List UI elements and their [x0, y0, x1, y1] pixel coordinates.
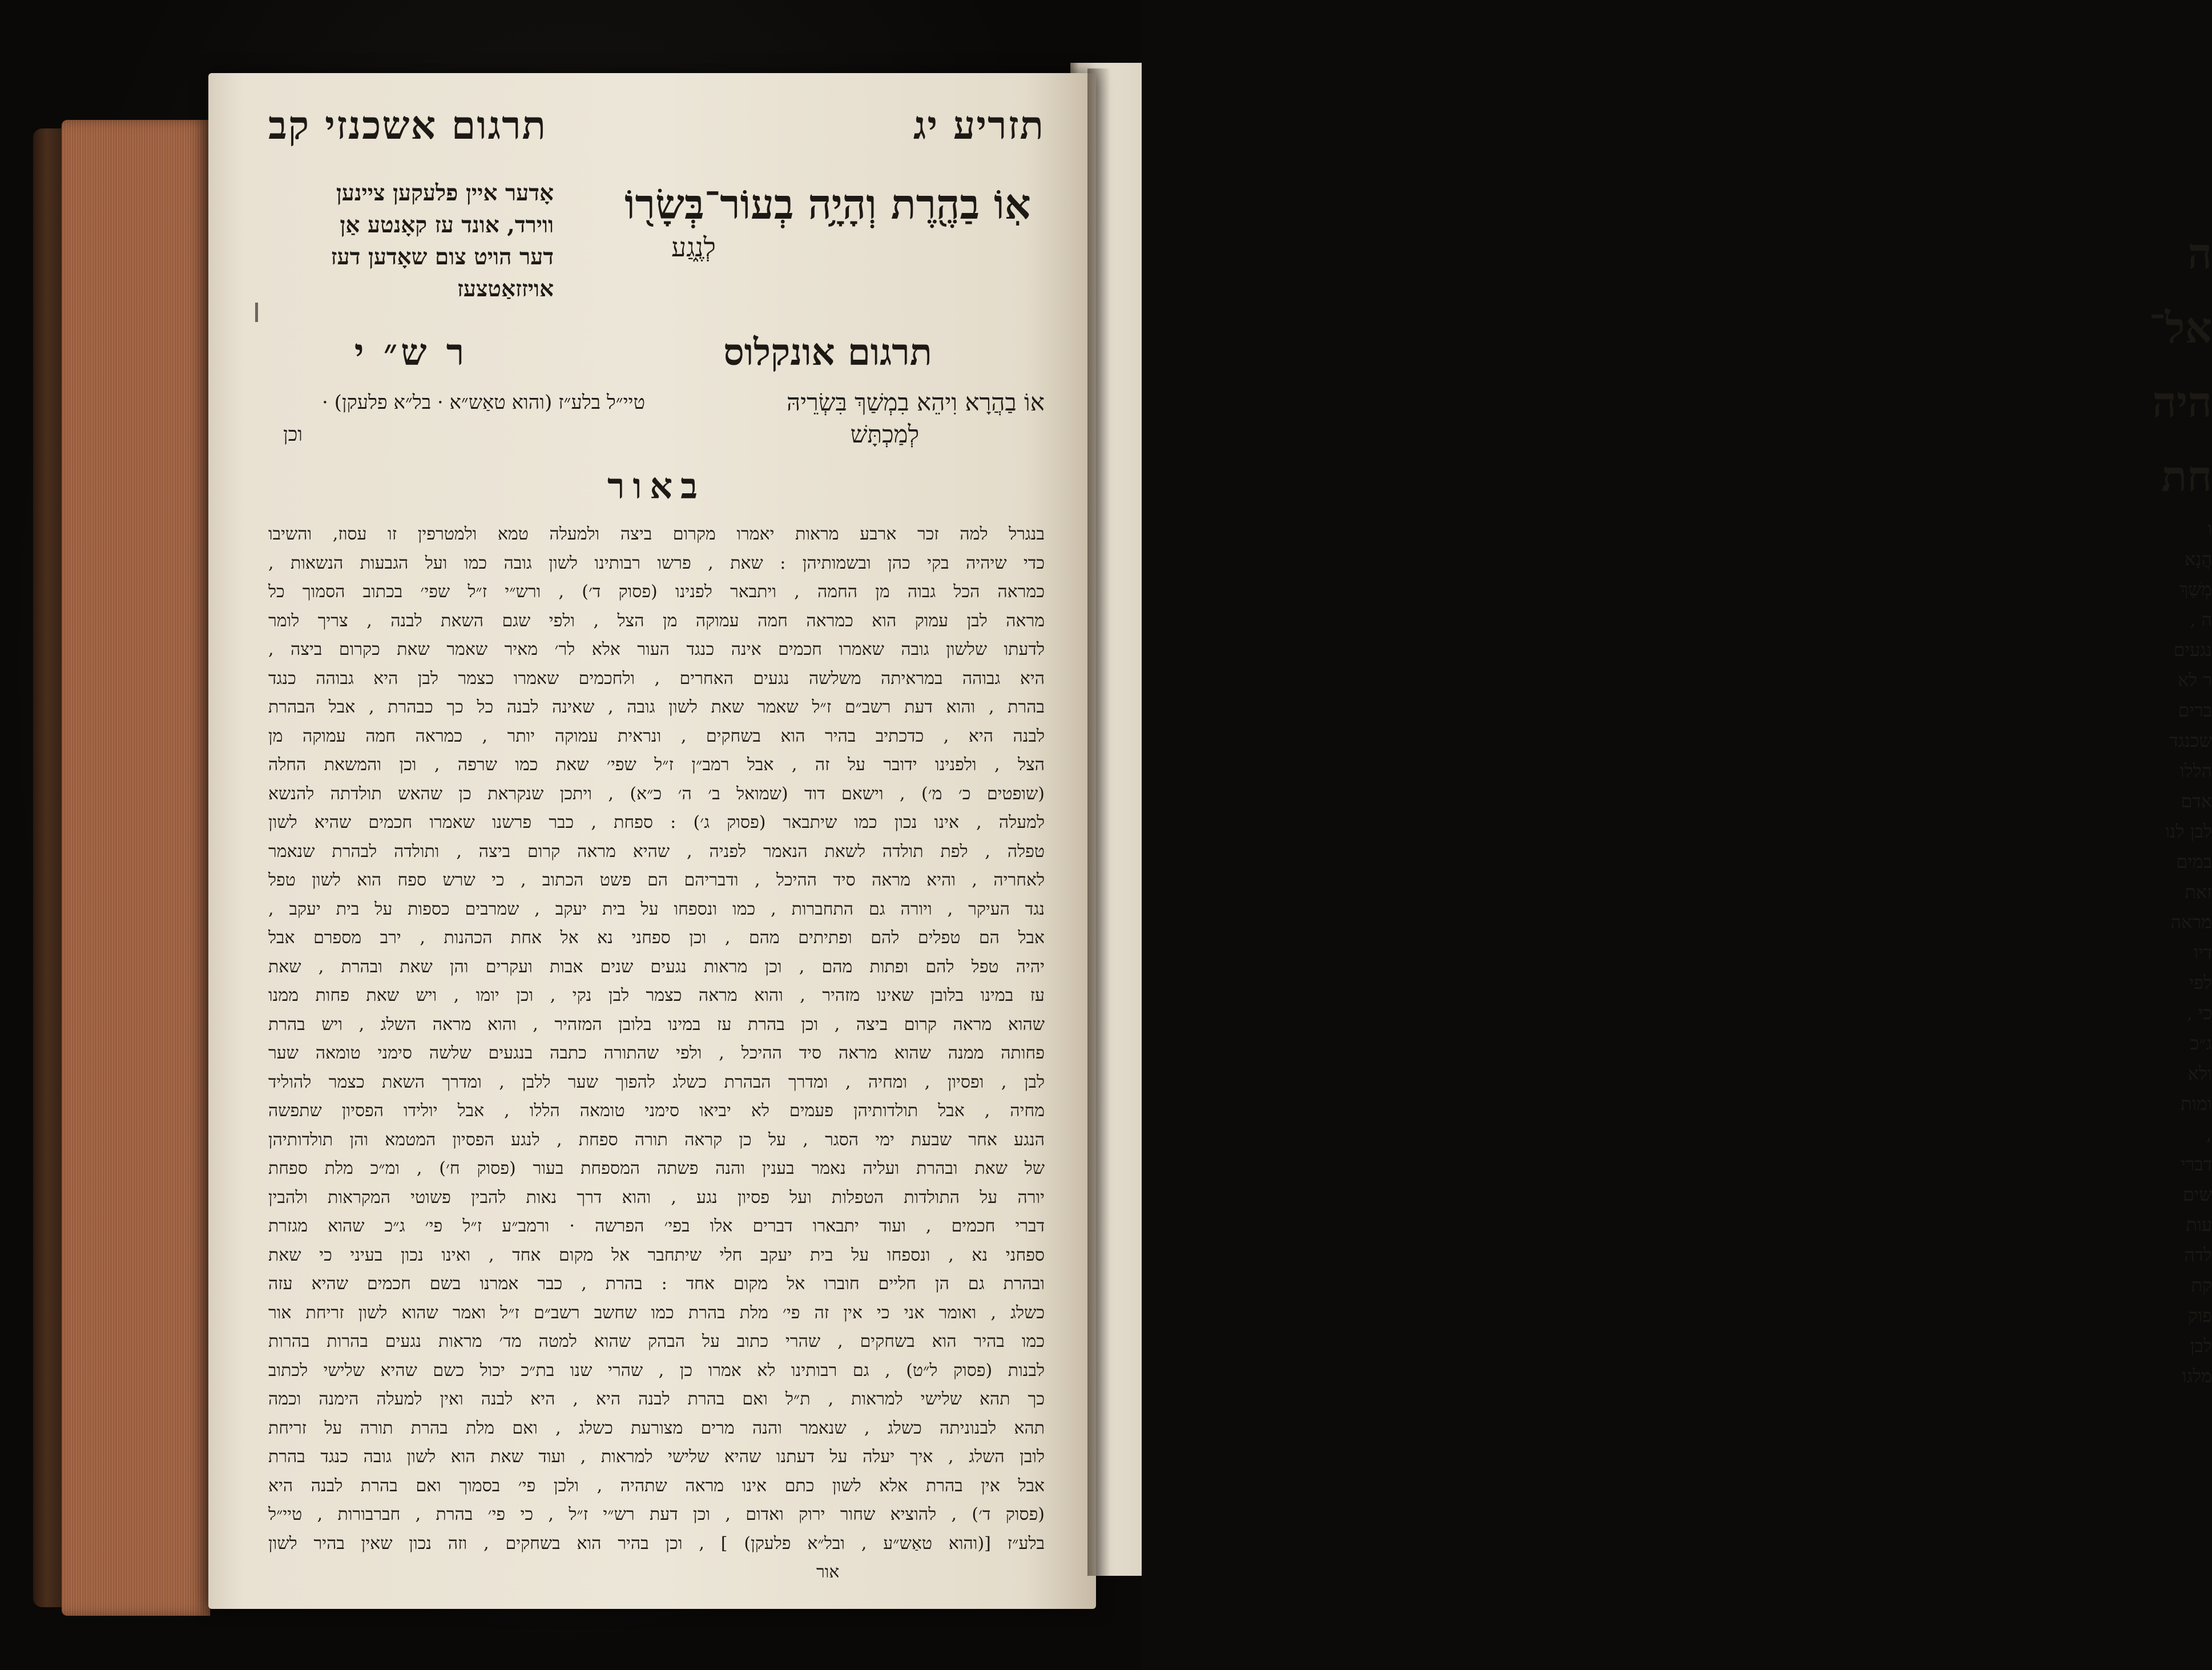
- biur-line: מראה לבן עמוק הוא כמראה חמה עמוקה מן הצל , ולפי שגם השאת לבנה , צריך לומר: [268, 610, 1045, 631]
- facing-line: אדם: [2181, 790, 2212, 812]
- translation-title-text: תרגום אשכנזי: [325, 103, 547, 148]
- facing-line: שכנגד: [2169, 730, 2212, 751]
- biur-line: לבנה היא , כדכתיב בהיר הוא בשחקים , ונראית עמוקה יותר , כמראה חמה עמוקה מן: [268, 726, 1045, 746]
- facing-line: אל־: [2149, 304, 2212, 353]
- facing-line: פוק: [2187, 1305, 2212, 1326]
- biur-line: כדי שיהיה בקי כהן ובשמותיהן : שאת , פרשו רבותינו לשון גובה כמו ועל הגבעות הנשאות ,: [268, 553, 1045, 573]
- facing-line: לפי: [2189, 972, 2212, 993]
- biur-heading: באור: [607, 465, 706, 507]
- rashi-line: טיי״ל בלע״ז (והוא טאַש״א · בל״א פלעקן) ·: [321, 391, 645, 414]
- page-edges: [62, 120, 210, 1616]
- yiddish-line: אויזזאַטצעז: [457, 276, 554, 302]
- biur-line: אבל הם טפלים להם ופתיתים מהם , וכן ספחני נא אל אחת הכהנות , ירב מספרם אבל: [268, 928, 1045, 948]
- facing-line: ,: [2206, 1123, 2212, 1145]
- verse-text: [611, 177, 1045, 305]
- facing-line: ה ,: [2190, 609, 2212, 630]
- verse-main: אֽוֹ בַהֶ֖רֶת וְהָיָ֥ה בְעוֹר־בְּשָׂר֖וֹ: [624, 180, 1031, 228]
- verse-continuation: לְנֶ֑גַע: [671, 232, 716, 263]
- verse-block: [268, 177, 1045, 305]
- facing-line: ברים: [2178, 699, 2212, 721]
- biur-commentary: [268, 520, 1045, 1587]
- biur-line: דברי חכמים , ועוד יתבארו דברים אלו בפי׳ הפרשה · ורמב״ע ז״ל פי׳ ג״כ שהוא מגזרת: [268, 1216, 1045, 1236]
- facing-line: דיו: [2194, 941, 2212, 963]
- yiddish-translation: [268, 177, 554, 305]
- facing-line: לבן: [2190, 1335, 2212, 1357]
- facing-line: ה: [2187, 230, 2212, 279]
- biur-line: לאחריה , והיא מראה סיד ההיכל , ודבריהם הם פשט הכתוב , כי שרש ספח הוא לשון טפל: [268, 870, 1045, 890]
- folio-number: קב: [268, 103, 311, 148]
- biur-line: לדעתו שלשון גובה שאמרו חכמים אינה כנגד העור אלא לר׳ מאיר שאמר שאת כקרום ביצה ,: [268, 639, 1045, 659]
- biur-line: בלע״ז [(והוא טאַש״ע , ובל״א פלעקן) ] , וכן בהיר הוא בשחקים , וזה נכון שאין בהיר לשון: [268, 1533, 1045, 1554]
- running-head: [268, 103, 1045, 171]
- biur-line: שהוא מראה קרום ביצה , וכן בהרת עז במינו בלובן המזהיר , והוא מראה השלג , ויש בהרת: [268, 1014, 1045, 1035]
- biur-line: מחיה , אבל תולדותיהן פעמים לא יביאו סימני טומאה הללו , אבל יולידו הפסיון שתפשה: [268, 1101, 1045, 1121]
- rashi-heading: ר ש״ י: [354, 331, 468, 374]
- gutter-shadow: [1087, 69, 1110, 1576]
- facing-line: ו: [2207, 518, 2212, 540]
- biur-line: ספחני נא , ונספחו על בית יעקב חלי שיתחבר אל מקום אחד , ואינו נכון בעיני כי שאת: [268, 1245, 1045, 1265]
- facing-line: ומות: [2181, 1093, 2212, 1114]
- biur-line: פחותה ממנה שהוא מראה סיד ההיכל , ולפי שהתורה כתבה בנגעים שלשה סימני טומאה שער: [268, 1043, 1045, 1063]
- biur-line: כמו בהיר הוא בשחקים , שהרי כתוב על הבהק שהוא למטה מד׳ מראות נגעים בהרות בהרות: [268, 1331, 1045, 1351]
- onkelos-line: לְמַכְתָּשׁ: [850, 420, 920, 448]
- biur-line: כמראה הכל גבוה מן החמה , ויתבאר לפנינו (פסוק ד׳) , ורש״י ז״ל שפי׳ בכתוב הסמוך כל: [268, 582, 1045, 602]
- onkelos-text: [656, 387, 1045, 450]
- facing-line: דברי: [2181, 1153, 2212, 1175]
- biur-line: לובן השלג , איך יעלה על דעתנו שהיא שלישי למראות , ועוד שאת הוא לשון גובה כנגד בהרת: [268, 1447, 1045, 1467]
- translation-title: [268, 103, 547, 148]
- facing-line: חת: [2161, 452, 2212, 501]
- biur-line: יהיה טפל להם ופתות מהם , וכן מראות נגעים שנים אבות ועקרים והן שאת ובהרת , שאת: [268, 956, 1045, 977]
- facing-line: ולא: [2187, 1063, 2212, 1084]
- facing-line: ג״כ: [2190, 1032, 2212, 1054]
- biur-line: היא גבוהה במראיתה משלשה נגעים האחרים , ולחכמים שאמרו כצמר לבן היא גבוהה כנגד: [268, 668, 1045, 689]
- biur-line: יורה על התולדות הטפלות ועל פסיון נגע , והוא דרך נאות להבין פשוטי המקראות ולהבין: [268, 1187, 1045, 1208]
- biur-line: לבנות (פסוק ל״ט) , גם רבותינו לא אמרו כן , שהרי שנו בת״כ יכול כשם שהיא שלישי לכתוב: [268, 1360, 1045, 1381]
- biur-line: לבן , ופסיון , ומחיה , ומדרך הבהרת כשלג להפוך שער ללבן , ומדרך השאת כצמר להוליד: [268, 1072, 1045, 1092]
- biur-line: עז במינו בלובן שאינו מזהיר , והוא מראה כצמר לבן נקי , וכן יומו , ויש שאת פחות ממנו: [268, 985, 1045, 1005]
- targum-rashi-block: [268, 387, 1045, 450]
- facing-line: נגעים: [2173, 639, 2212, 661]
- biur-line: אור: [816, 1562, 840, 1582]
- facing-line: מלגו: [2182, 1365, 2212, 1387]
- facing-line: קת: [2191, 1274, 2212, 1296]
- facing-line: לבן לנו: [2165, 820, 2212, 842]
- biur-line: בנגרל למה זכר ארבע מראות יאמרו מקרום ביצה ולמעלה טמא ולמטרפין זו עסוז, והשיבו: [268, 524, 1045, 544]
- facing-line: עות: [2186, 1214, 2212, 1236]
- rashi-line: וכן: [283, 423, 303, 446]
- biur-line: אבל אין בהרת אלא לשון כתם אינו מראה שתהיה , ולכן פי׳ בסמוך ואם בהרת לבנה היא: [268, 1475, 1045, 1496]
- onkelos-line: אוֹ בַהֲרָא וִיהֵא בִמְשַׁךְ בִּשְׂרֵיהּ: [787, 388, 1045, 416]
- biur-line: הצל , ולפנינו ידובר על זה , אבל רמב״ן ז״ל שפי׳ שאת כמו שרפה , וכן והמשאת החלה: [268, 755, 1045, 775]
- page-content: [268, 103, 1045, 1587]
- facing-line: היה: [2152, 378, 2212, 427]
- facing-line: במים: [2176, 851, 2212, 872]
- biur-line: ובהרת גם הן חליים חוברו אל מקום אחד : בהרת , כבר אמרנו בשם חכמים שהיא עזה: [268, 1274, 1045, 1294]
- facing-line: כי ,: [2186, 1002, 2212, 1024]
- yiddish-line: אָדער איין פלעקען ציינען: [336, 180, 554, 206]
- biur-line: תהא לבנוניתה כשלג , שנאמר והנה מרים מצורעת כשלג , ואם מלת בהרת תורה על זריחת: [268, 1418, 1045, 1438]
- biur-line: הנגע אחר שבעת ימי הסגר , על כן קראה תורה ספחת , לנגע הפסיון המטמא והן תולדותיהן: [268, 1129, 1045, 1150]
- biur-line: (פסוק ד׳) , להוציא שחור ירוק ואדום , וכן דעת רש״י ז״ל , כי פי׳ בהרת , חברבורות , טיי״ל: [268, 1504, 1045, 1524]
- yiddish-line: דער הויט צום שאָדען דעז: [331, 244, 554, 270]
- page-mark: [255, 303, 258, 322]
- rashi-text: [268, 387, 645, 450]
- biur-line: טפלה , לפת תולדה לשאת הנאמר לפניה , שהיא מראה קרום ביצה , ותולדה לבהרת שנאמר: [268, 841, 1045, 862]
- facing-page-text: [2149, 217, 2212, 1391]
- facing-line: מְשַׁךְ: [2179, 578, 2212, 600]
- facing-line: לדה: [2184, 1244, 2212, 1266]
- biur-line: בהרת , והוא דעת רשב״ם ז״ל שאמר שאת לשון גובה , שאינה לבנה כל כך כבהרת , אבל הבהרת: [268, 697, 1045, 717]
- facing-line: שים: [2182, 1184, 2212, 1205]
- parsha-title: תזריע יג: [913, 103, 1045, 148]
- biur-line: כשלג , ואומר אני כי אין זה פי׳ מלת בהרת כמו שחשב רשב״ם ז״ל ואמר שהוא לשון זריחת אור: [268, 1302, 1045, 1323]
- facing-line: ר לא: [2177, 669, 2212, 691]
- onkelos-heading: תרגום אונקלוס: [723, 331, 932, 374]
- biur-line: למעלה , אינו נכון כמו שיתבאר (פסוק ג׳) : ספחת , כבר פרשנו שאמרו חכמים שהיא לשון: [268, 812, 1045, 832]
- biur-line: נגד העיקר , ויורה גם התחברות , כמו ונספחו על בית יעקב , שמרבים כספות על בית יעקב ,: [268, 899, 1045, 919]
- facing-line: זאת: [2185, 881, 2212, 903]
- biur-line: כך תהא שלישי למראות , ת״ל ואם בהרת לבנה היא , היא לבנה ואין למעלה הימנה וכמה: [268, 1389, 1045, 1409]
- section-headings: [268, 331, 1045, 374]
- facing-line: מראה: [2170, 911, 2212, 933]
- biur-line: של שאת ובהרת ועליה נאמר בענין והנה פשתה המספחת בעור (פסוק ח׳) , ומ״כ מלת ספחת: [268, 1158, 1045, 1178]
- yiddish-line: ווירד, אונד עז קאָנטע אַן: [340, 212, 554, 238]
- facing-line: הללו: [2179, 760, 2212, 782]
- facing-line: הֲנָא: [2184, 548, 2212, 570]
- biur-line: (שופטים כ׳ מ׳) , וישאם דוד (שמואל ב׳ ה׳ כ״א) , ויתכן שנקראת כן שהאש תולדתה להנשא: [268, 783, 1045, 804]
